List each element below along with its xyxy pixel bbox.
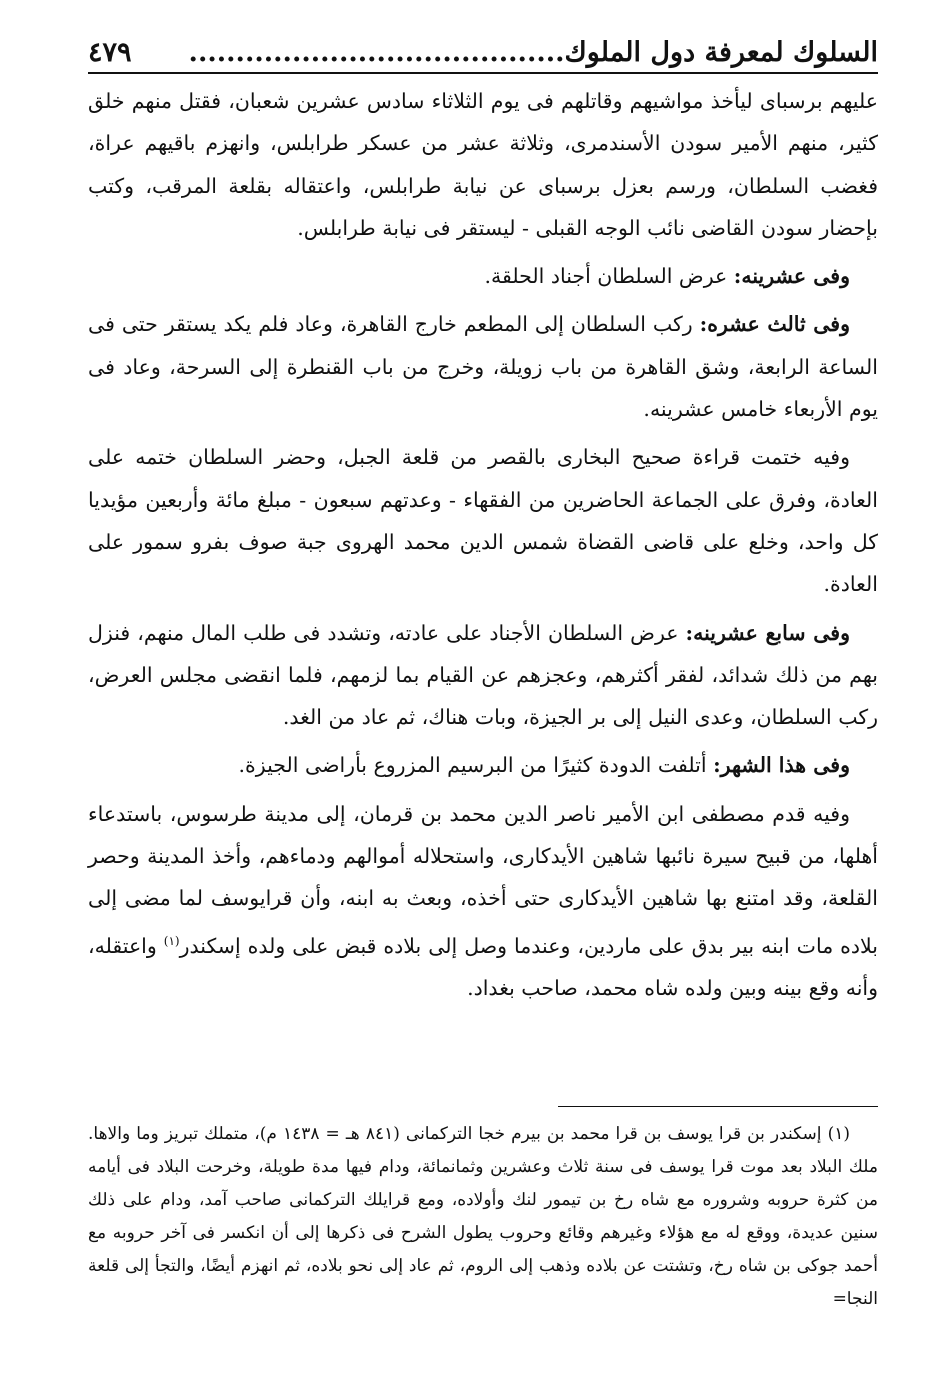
- page-number: ٤٧٩: [88, 36, 132, 68]
- book-page: [88, 0, 878, 1387]
- running-header: [88, 32, 878, 74]
- footnote-reference[interactable]: (١): [163, 933, 180, 948]
- header-dots: ........................................: [188, 36, 565, 68]
- footnote: (١) إسكندر بن قرا يوسف بن قرا محمد بن بيرم خجا التركمانى (٨٤١ هـ = ١٤٣٨ م)، متملك تبريز وما والاها. ملك البلاد بعد موت قرا يوسف فى سنة ثلاث وعشرين وثمانمائة، ودام فيها مدة طويلة، وخرحت البلاد فى أيامه من كثرة حروبه وشروره مع شاه رخ بن تيمور لنك وأولاده، ومع قرايلك التركمانى صاحب آمد، ودام على ذلك سنين عديدة، ووقع له مع هؤلاء وغيرهم وقائع وحروب يطول الشرح فى ذكرها إلى أن انكسر فى آخر حروبه مع أحمد جوكى بن شاه رخ، وتشتت عن بلاده وذهب إلى الروم، ثم عاد إلى نحو بلاده، ثم انهزم أيضًا، والتجأ إلى قلعة النجا=: [88, 1124, 879, 1309]
- paragraph-lead: وفى عشرينه:: [733, 264, 850, 289]
- paragraph-text: وفيه ختمت قراءة صحيح البخارى بالقصر من قلعة الجبل، وحضر السلطان ختمه على العادة، وفرق على الجماعة الحاضرين من الفقهاء - وعدتهم سبعون - مبلغ مائة وأربعين مؤيديا كل واحد، وخلع على قاضى القضاة شمس الدين محمد الهروى جبة صوف بفرو سمور على العادة.: [88, 445, 878, 597]
- paragraph: [88, 436, 878, 605]
- paragraph: [88, 744, 878, 786]
- paragraph: [88, 793, 878, 1009]
- paragraph-text: عرض السلطان الأجناد على عادته، وتشدد فى طلب المال منهم، فنزل بهم من ذلك شدائد، لفقر أكثرهم، وعجزهم عن القيام بما لزمهم، فلما انقضى مجلس العرض، ركب السلطان، وعدى النيل إلى بر الجيزة، وبات هناك، ثم عاد من الغد.: [88, 620, 878, 730]
- paragraph: [88, 303, 878, 430]
- book-title-text: السلوك لمعرفة دول الملوك: [564, 36, 878, 68]
- paragraph-text: واعتقله، وأنه وقع بينه وبين ولده شاه محمد، صاحب بغداد.: [88, 933, 878, 1000]
- paragraph: [88, 612, 878, 739]
- paragraph-text: عرض السلطان أجناد الحلقة.: [484, 264, 734, 289]
- paragraph-text: وفيه قدم مصطفى ابن الأمير ناصر الدين محمد بن قرمان، إلى مدينة طرسوس، باستدعاء أهلها، من قبيح سيرة نائبها شاهين الأيدكارى، واستحلاله أموالهم ودماءهم، وأخذ المدينة وحصر القلعة، وقد امتنع بها شاهين الأيدكارى حتى أخذه، وبعث به ابنه، وأن قرايوسف لما مضى إلى بلاده مات ابنه بير بدق على ماردين، وعندما وصل إلى بلاده قبض على ولده إسكندر: [88, 801, 878, 958]
- paragraph: [88, 255, 878, 297]
- main-text: [88, 80, 878, 1015]
- footnote-divider: [558, 1106, 878, 1107]
- paragraph-text: عليهم برسباى ليأخذ مواشيهم وقاتلهم فى يوم الثلاثاء سادس عشرين شعبان، فقتل منهم خلق كثير، منهم الأمير سودن الأسندمرى، وثلاثة عشر من عسكر طرابلس، وانهزم باقيهم عراة، فغضب السلطان، ورسم بعزل برسباى عن نيابة طرابلس، واعتقاله بقلعة المرقب، وكتب بإحضار سودن القاضى نائب الوجه القبلى - ليستقر فى نيابة طرابلس.: [88, 89, 878, 240]
- paragraph: [88, 80, 878, 249]
- paragraph-text: أتلفت الدودة كثيرًا من البرسيم المزروع بأراضى الجيزة.: [238, 753, 714, 778]
- paragraph-lead: وفى سابع عشرينه:: [685, 620, 850, 645]
- paragraph-text: ركب السلطان إلى المطعم خارج القاهرة، وعاد فلم يكد يستقر حتى فى الساعة الرابعة، وشق القاهرة من باب زويلة، وخرج من باب القنطرة إلى السرحة، وعاد فى يوم الأربعاء خامس عشرينه.: [88, 312, 878, 422]
- paragraph-lead: وفى هذا الشهر:: [713, 753, 850, 778]
- book-title: [189, 37, 878, 68]
- footnotes: [88, 1118, 878, 1316]
- paragraph-lead: وفى ثالث عشره:: [699, 312, 851, 337]
